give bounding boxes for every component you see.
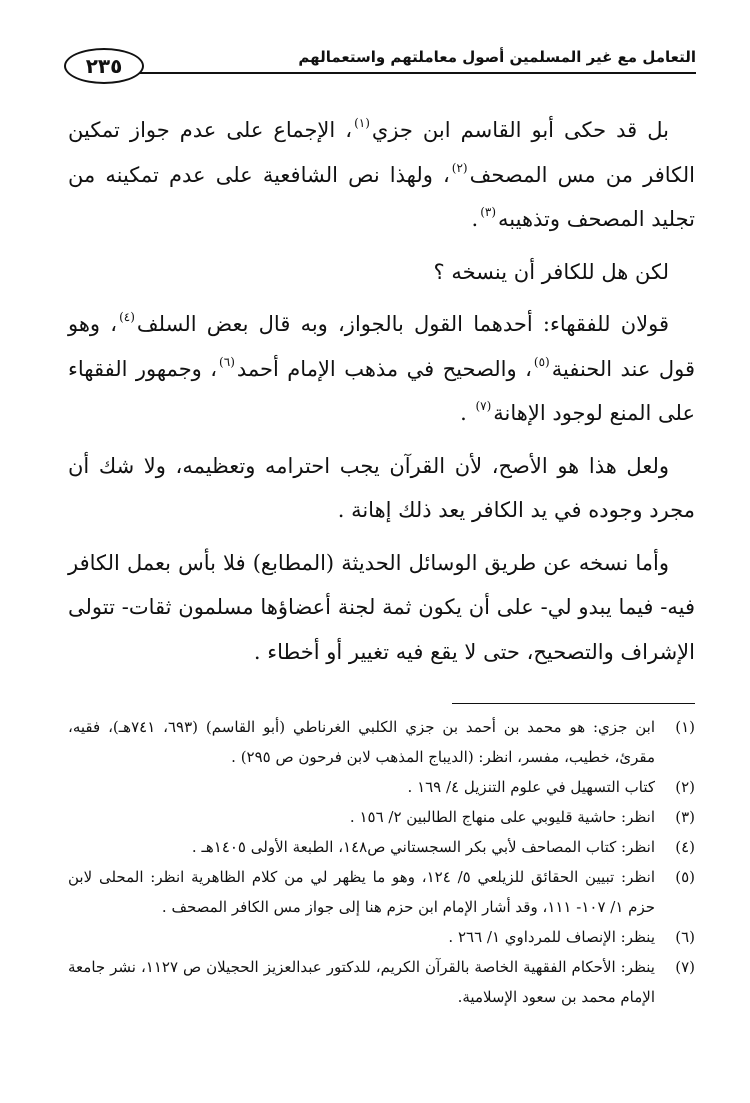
footnote bbox=[68, 772, 695, 802]
body-text bbox=[68, 108, 695, 682]
text-run: قولان للفقهاء: أحدهما القول بالجواز، وبه قال بعض السلف bbox=[136, 312, 669, 336]
footnote-text: انظر: كتاب المصاحف لأبي بكر السجستاني ص١٤٨، الطبعة الأولى ١٤٠٥هـ . bbox=[191, 838, 655, 856]
footnote-text: كتاب التسهيل في علوم التنزيل ٤/ ١٦٩ . bbox=[407, 778, 655, 796]
footnote-number: (٤) bbox=[675, 838, 695, 856]
footnote bbox=[68, 922, 695, 952]
paragraph bbox=[68, 302, 695, 436]
text-run: وأما نسخه عن طريق الوسائل الحديثة (المطابع) فلا بأس بعمل الكافر فيه- فيما يبدو لي- على أن يكون ثمة لجنة أعضاؤها مسلمون ثقات- تتولى الإشراف والتصحيح، حتى لا يقع فيه تغيير أو أخطاء . bbox=[68, 550, 695, 664]
text-run: بل قد حكى أبو القاسم ابن جزي bbox=[371, 118, 669, 142]
footnote-number: (٥) bbox=[675, 868, 695, 886]
header-rule bbox=[122, 72, 696, 74]
text-run: ولعل هذا هو الأصح، لأن القرآن يجب احترامه وتعظيمه، ولا شك أن مجرد وجوده في يد الكافر يعد ذلك إهانة . bbox=[68, 453, 695, 522]
footnote-number: (١) bbox=[675, 718, 695, 736]
footnote-number: (٣) bbox=[675, 808, 695, 826]
footnote-marker: (١) bbox=[354, 116, 370, 130]
page-header bbox=[66, 44, 696, 84]
footnote-number: (٦) bbox=[675, 928, 695, 946]
footnote-text: انظر: حاشية قليوبي على منهاج الطالبين ٢/ ١٥٦ . bbox=[349, 808, 655, 826]
footnote bbox=[68, 952, 695, 1012]
footnote bbox=[68, 802, 695, 832]
page-number-oval bbox=[64, 48, 144, 84]
footnote-marker: (٧) bbox=[475, 399, 492, 413]
text-run: ، وهو قول عند الحنفية bbox=[68, 312, 695, 381]
paragraph bbox=[68, 250, 695, 295]
footnote bbox=[68, 712, 695, 772]
text-run: لكن هل للكافر أن ينسخه ؟ bbox=[433, 259, 669, 284]
text-run: ، والصحيح في مذهب الإمام أحمد bbox=[236, 356, 532, 381]
footnote-number: (٢) bbox=[675, 778, 695, 796]
footnote-text: انظر: تبيين الحقائق للزيلعي ٥/ ١٢٤، وهو ما يظهر لي من كلام الظاهرية انظر: المحلى لابن حزم ١/ ١٠٧- ١١١، وقد أشار الإمام ابن حزم هنا إلى جواز مس الكافر المصحف . bbox=[68, 868, 655, 916]
footnotes bbox=[68, 712, 695, 1012]
footnote-text: ابن جزي: هو محمد بن أحمد بن جزي الكلبي الغرناطي (أبو القاسم) (٦٩٣، ٧٤١هـ)، فقيه، مقرئ، خطيب، مفسر، انظر: (الديباج المذهب لابن فرحون ص ٢٩٥) . bbox=[68, 718, 656, 766]
text-run: ، وجمهور الفقهاء على المنع لوجود الإهانة bbox=[68, 356, 695, 425]
footnote-text: ينظر: الأحكام الفقهية الخاصة بالقرآن الكريم، للدكتور عبدالعزيز الحجيلان ص ١١٢٧، نشر جامعة الإمام محمد بن سعود الإسلامية. bbox=[68, 958, 655, 1006]
footnote bbox=[68, 862, 695, 922]
text-run: . bbox=[460, 401, 474, 425]
page-number: ٢٣٥ bbox=[85, 54, 123, 78]
text-run: . bbox=[471, 207, 479, 231]
text-run: ، ولهذا نص الشافعية على عدم تمكينه من تجليد المصحف وتذهيبه bbox=[68, 162, 695, 231]
paragraph bbox=[68, 108, 695, 242]
footnote-text: ينظر: الإنصاف للمرداوي ١/ ٢٦٦ . bbox=[448, 928, 655, 946]
footnote-marker: (٥) bbox=[533, 354, 550, 369]
paragraph bbox=[68, 541, 695, 675]
footnote-number: (٧) bbox=[675, 958, 695, 976]
footnote bbox=[68, 832, 695, 862]
running-title: التعامل مع غير المسلمين أصول معاملتهم واستعمالهم bbox=[298, 48, 696, 66]
footnote-marker: (٤) bbox=[119, 310, 135, 324]
footnote-marker: (٢) bbox=[451, 160, 468, 175]
paragraph bbox=[68, 444, 695, 533]
footnote-separator bbox=[452, 703, 695, 704]
footnote-marker: (٦) bbox=[219, 354, 235, 369]
footnote-marker: (٣) bbox=[480, 205, 497, 219]
text-run: ، الإجماع على عدم جواز تمكين الكافر من مس المصحف bbox=[68, 118, 695, 187]
